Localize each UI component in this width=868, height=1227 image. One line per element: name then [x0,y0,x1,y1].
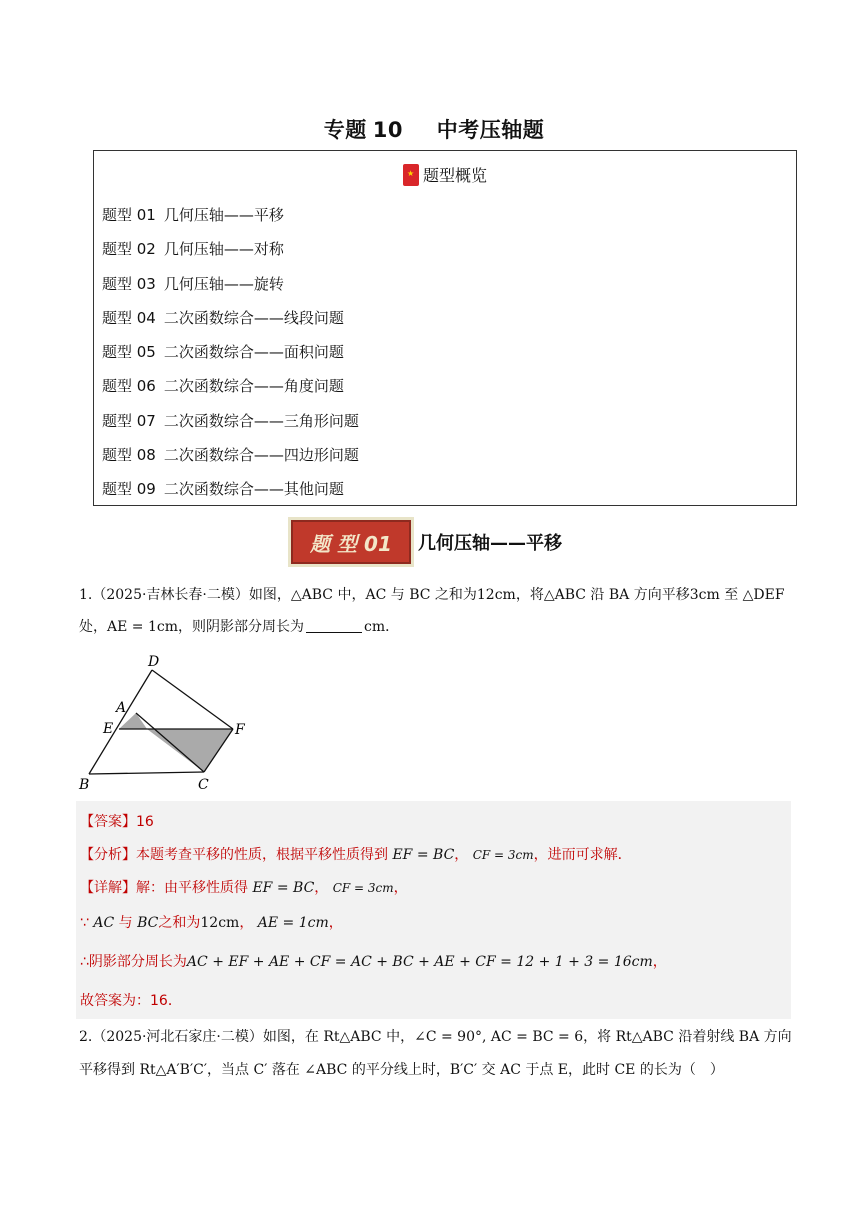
answer-line [80,812,154,832]
overview-item[interactable] [102,203,359,237]
therefore-line: ∴阴影部分周长为AC + EF + AE + CF = AC + BC + AE + CF = 12 + 1 + 3 = 16cm， [80,954,667,970]
therefore-math: AC + EF + AE + CF = AC + BC + AE + CF = 12 + 1 + 3 = 16cm [186,954,653,970]
detail-math-1: EF = BC [252,880,315,896]
because-math-3: 12cm [200,915,240,931]
overview-list [102,203,359,512]
translation-figure [78,650,258,796]
section-heading [288,516,562,568]
item-code: 题型 01 [102,206,156,224]
segment-DF [152,670,233,729]
overview-item[interactable] [102,272,359,306]
question-1-line-2 [79,617,399,637]
answer-label: 【答案】 [80,814,136,830]
q1-text: 处，AE = 1cm，则阴影部分周长为 [79,619,304,635]
item-code: 题型 06 [102,377,156,396]
overview-item[interactable] [102,237,359,271]
segment-BC [89,772,204,774]
overview-item[interactable] [102,306,359,340]
detail-line: 【详解】解：由平移性质得 EF = BC， CF = 3cm， [80,880,408,896]
page-title [0,114,868,144]
section-badge [288,517,414,567]
because-math-1: AC [93,915,115,931]
final-answer: 故答案为：16． [80,993,182,1009]
title-part1: 专题 [323,118,367,142]
label-C: C [198,777,209,793]
book-icon [403,164,419,186]
item-code: 题型 09 [102,480,156,499]
analysis-label: 【分析】 [80,847,136,863]
label-E: E [103,721,114,737]
overview-item[interactable] [102,409,359,443]
item-code: 题型 05 [102,343,156,362]
shaded-trapezoid [147,729,233,772]
because-mid: 与 [118,915,133,931]
label-A: A [116,700,127,716]
analysis-tail: ，进而可求解． [533,847,632,863]
answer-box [76,801,791,1019]
item-code: 题型 04 [102,308,156,327]
label-F: F [235,722,245,738]
answer-blank[interactable] [306,618,362,633]
because-symbol: ∵ [80,915,89,931]
overview-item[interactable] [102,340,359,374]
detail-label: 【详解】 [80,880,136,896]
because-text: 之和为 [158,915,201,931]
analysis-math-1: EF = BC [392,847,455,863]
answer-value: 16 [136,814,154,830]
section-badge-text: 题 型 01 [310,531,392,556]
item-text: 几何压轴——旋转 [163,274,284,293]
item-text: 二次函数综合——其他问题 [163,480,344,499]
overview-heading [94,163,796,186]
section-title: 几何压轴——平移 [418,533,562,554]
overview-item[interactable] [102,374,359,408]
item-code: 题型 03 [102,274,156,293]
detail-text: 解：由平移性质得 [136,880,248,896]
title-part2: 中考压轴题 [436,118,545,142]
because-math-4: AE = 1cm [257,915,329,931]
item-code: 题型 07 [102,411,156,430]
item-text: 几何压轴——平移 [163,206,284,224]
question-2-line-2: 平移得到 Rt△A′B′C′，当点 C′ 落在 ∠ABC 的平分线上时，B′C′ 交 AC 于点 E，此时 CE 的长为（ ） [79,1062,724,1078]
detail-math-2: CF = 3cm [332,881,394,895]
because-line: ∵ AC 与 BC之和为12cm， AE = 1cm， [80,915,343,931]
q1-unit: cm． [363,619,400,635]
item-code: 题型 02 [102,240,156,259]
item-text: 二次函数综合——线段问题 [163,308,344,327]
item-text: 二次函数综合——三角形问题 [163,411,359,430]
question-2-line-1: 2.（2025·河北石家庄·二模）如图，在 Rt△ABC 中，∠C = 90°, AC = BC = 6，将 Rt△ABC 沿着射线 BA 方向 [79,1029,792,1045]
overview-box [93,150,797,506]
overview-item[interactable] [102,477,359,511]
overview-item[interactable] [102,443,359,477]
segment-DB [89,670,152,774]
therefore-text: ∴阴影部分周长为 [80,954,187,970]
item-text: 几何压轴——对称 [163,240,284,259]
item-text: 二次函数综合——面积问题 [163,343,344,362]
analysis-text: 本题考查平移的性质，根据平移性质得到 [136,847,388,863]
item-text: 二次函数综合——四边形问题 [163,446,359,465]
because-math-2: BC [137,915,159,931]
item-text: 二次函数综合——角度问题 [163,377,344,396]
question-1-line-1: 1.（2025·吉林长春·二模）如图，△ABC 中，AC 与 BC 之和为12cm，将△ABC 沿 BA 方向平移3cm 至 △DEF [79,587,785,603]
label-B: B [79,777,90,793]
analysis-math-2: CF = 3cm [472,848,534,862]
overview-heading-text: 题型概览 [422,166,487,185]
title-number: 10 [372,118,403,142]
item-code: 题型 08 [102,446,156,465]
label-D: D [148,654,160,670]
analysis-line: 【分析】本题考查平移的性质，根据平移性质得到 EF = BC， CF = 3cm，进而可求解． [80,847,632,863]
